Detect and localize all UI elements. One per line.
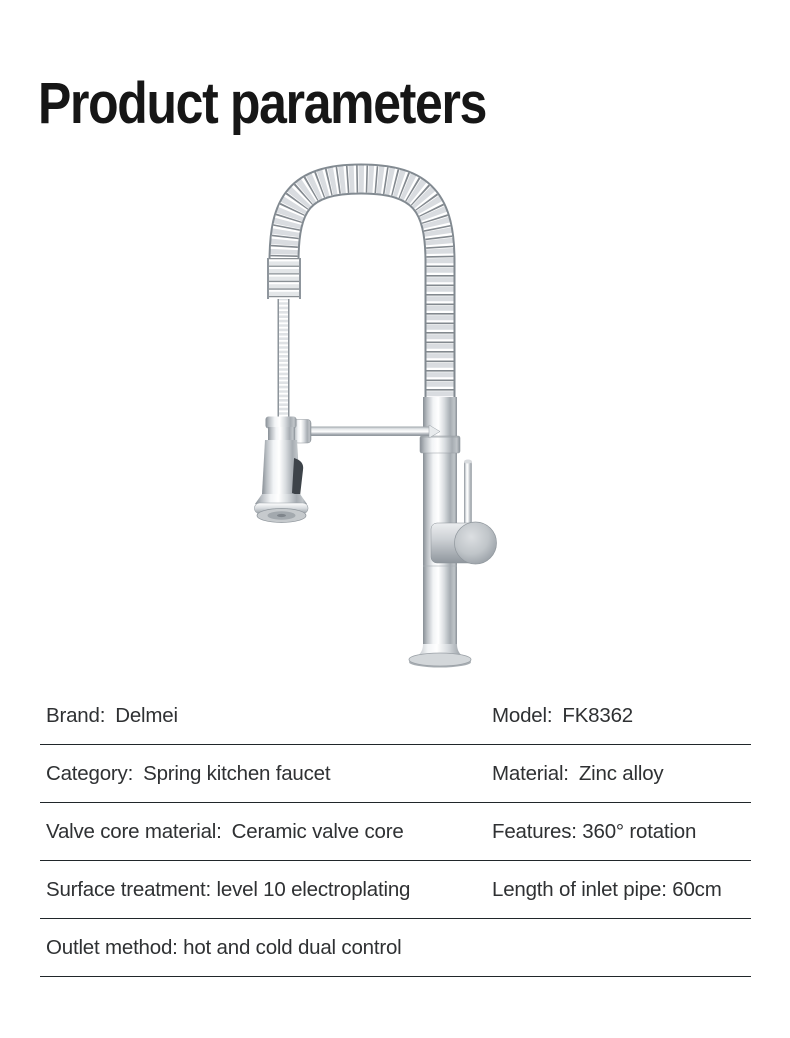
page-title: Product parameters	[38, 71, 487, 136]
spec-cell-surface-treatment: Surface treatment: level 10 electroplating	[46, 877, 411, 901]
spring-coil	[284, 179, 440, 405]
spec-cell-model: Model: FK8362	[492, 703, 633, 727]
spray-head-paddle	[292, 458, 303, 496]
spec-row-outlet	[40, 919, 751, 977]
faucet-base	[409, 644, 471, 668]
spec-row-surface-inlet	[40, 861, 751, 919]
spec-row-brand-model	[40, 687, 751, 745]
spec-row-valve-features	[40, 803, 751, 861]
spec-cell-features: Features: 360° rotation	[492, 819, 697, 843]
spec-table	[40, 687, 751, 977]
faucet-illustration	[230, 160, 570, 690]
support-bar	[293, 420, 441, 444]
product-image	[230, 160, 570, 690]
handle-knob-face	[455, 522, 497, 564]
spec-cell-material: Material: Zinc alloy	[492, 761, 664, 785]
spec-cell-category: Category: Spring kitchen faucet	[46, 761, 331, 785]
spec-row-category-material	[40, 745, 751, 803]
spec-cell-valve-core: Valve core material: Ceramic valve core	[46, 819, 404, 843]
spec-cell-outlet-method: Outlet method: hot and cold dual control	[46, 935, 402, 959]
handle-lever	[464, 460, 472, 526]
spec-cell-brand: Brand: Delmei	[46, 703, 178, 727]
spec-cell-inlet-pipe: Length of inlet pipe: 60cm	[492, 877, 722, 901]
